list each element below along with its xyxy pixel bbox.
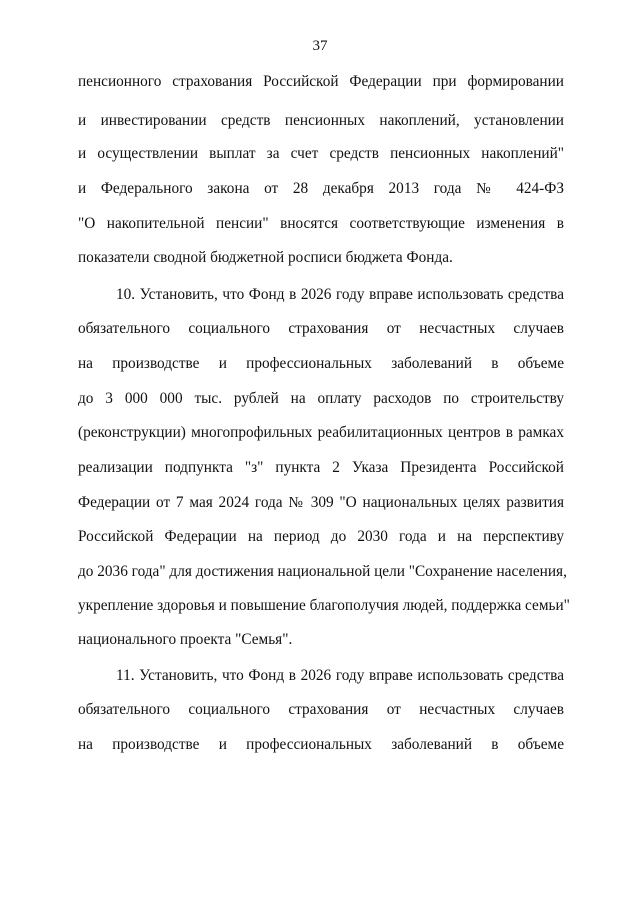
text-line: национального проекта "Семья". bbox=[78, 631, 293, 648]
text-line: реализации подпункта "з" пункта 2 Указа Президента Российской bbox=[78, 459, 564, 476]
text-line: Российской Федерации на период до 2030 года и на перспективу bbox=[78, 528, 564, 545]
text-line: до 3 000 000 тыс. рублей на оплату расходов по строительству bbox=[78, 390, 564, 407]
paragraph-11-first-line: 11. Установить, что Фонд в 2026 году вправе использовать средства bbox=[116, 667, 564, 684]
paragraph-10-first-line: 10. Установить, что Фонд в 2026 году вправе использовать средства bbox=[116, 286, 564, 303]
page-number: 37 bbox=[312, 38, 328, 54]
text-line: укрепление здоровья и повышение благополучия людей, поддержка семьи" bbox=[78, 597, 570, 614]
text-line: показатели сводной бюджетной росписи бюджета Фонда. bbox=[78, 249, 453, 266]
text-line: "О накопительной пенсии" вносятся соответствующие изменения в bbox=[78, 215, 564, 232]
text-line: пенсионного страхования Российской Федерации при формировании bbox=[78, 73, 564, 90]
text-line: на производстве и профессиональных заболеваний в объеме bbox=[78, 736, 564, 753]
text-line: на производстве и профессиональных заболеваний в объеме bbox=[78, 355, 564, 372]
text-line: обязательного социального страхования от несчастных случаев bbox=[78, 701, 564, 718]
text-line: и Федерального закона от 28 декабря 2013 года № 424-ФЗ bbox=[78, 180, 564, 197]
text-line: до 2036 года" для достижения национальной цели "Сохранение населения, bbox=[78, 563, 567, 580]
text-line: обязательного социального страхования от несчастных случаев bbox=[78, 320, 564, 337]
text-line: и осуществлении выплат за счет средств пенсионных накоплений" bbox=[78, 145, 564, 162]
text-line: и инвестировании средств пенсионных накоплений, установлении bbox=[78, 112, 564, 129]
text-line: (реконструкции) многопрофильных реабилитационных центров в рамках bbox=[78, 424, 564, 441]
text-line: Федерации от 7 мая 2024 года № 309 "О национальных целях развития bbox=[78, 494, 564, 511]
